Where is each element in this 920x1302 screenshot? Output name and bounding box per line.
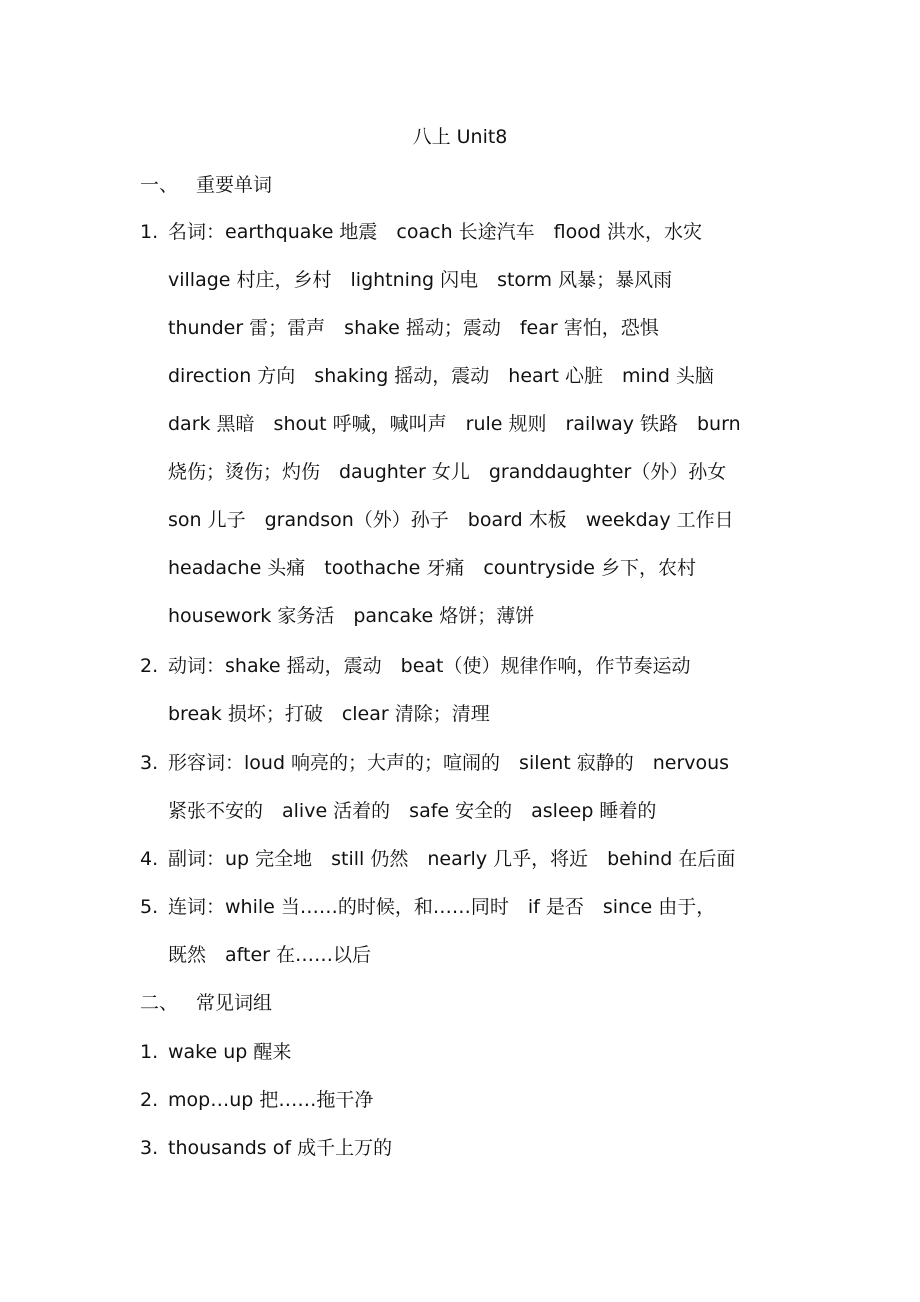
- list-item-phrase: [140, 1076, 800, 1124]
- list-item-adjectives: [140, 739, 800, 835]
- item-line: housework 家务活 pancake 烙饼；薄饼: [168, 605, 535, 627]
- item-line: 副词：up 完全地 still 仍然 nearly 几乎，将近 behind 在后面: [168, 848, 736, 870]
- item-line: 形容词：loud 响亮的；大声的；喧闹的 silent 寂静的 nervous: [168, 752, 730, 774]
- item-number: 3.: [140, 752, 159, 774]
- document-title: 八上 Unit8: [412, 126, 508, 148]
- item-number: 2.: [140, 1089, 159, 1111]
- item-line: thousands of 成千上万的: [168, 1137, 393, 1159]
- section-title: 常见词组: [196, 992, 273, 1014]
- section-number: 一、: [140, 174, 179, 196]
- item-line: 连词：while 当……的时候，和……同时 if 是否 since 由于，: [168, 896, 716, 918]
- item-line: wake up 醒来: [168, 1041, 292, 1063]
- list-item-conjunctions: [140, 883, 800, 979]
- item-line: village 村庄，乡村 lightning 闪电 storm 风暴；暴风雨: [168, 269, 673, 291]
- list-item-phrase: [140, 1028, 800, 1076]
- section-heading-important-words: [140, 170, 272, 200]
- item-line: break 损坏；打破 clear 清除；清理: [168, 703, 490, 725]
- item-line: thunder 雷；雷声 shake 摇动；震动 fear 害怕，恐惧: [168, 317, 659, 339]
- item-number: 3.: [140, 1137, 159, 1159]
- item-line: dark 黑暗 shout 呼喊，喊叫声 rule 规则 railway 铁路 burn: [168, 413, 741, 435]
- list-item-verbs: [140, 642, 800, 738]
- item-line: son 儿子 grandson（外）孙子 board 木板 weekday 工作日: [168, 509, 734, 531]
- item-number: 1.: [140, 221, 159, 243]
- list-item-adverbs: [140, 835, 800, 883]
- item-line: direction 方向 shaking 摇动，震动 heart 心脏 mind 头脑: [168, 365, 714, 387]
- section-title: 重要单词: [196, 174, 273, 196]
- section-heading-common-phrases: [140, 988, 272, 1018]
- item-line: headache 头痛 toothache 牙痛 countryside 乡下，农村: [168, 557, 696, 579]
- item-number: 1.: [140, 1041, 159, 1063]
- item-line: 名词：earthquake 地震 coach 长途汽车 flood 洪水，水灾: [168, 221, 702, 243]
- item-number: 2.: [140, 655, 159, 677]
- item-line: 烧伤；烫伤；灼伤 daughter 女儿 granddaughter（外）孙女: [168, 461, 727, 483]
- section-number: 二、: [140, 992, 179, 1014]
- item-number: 4.: [140, 848, 159, 870]
- item-number: 5.: [140, 896, 159, 918]
- item-line: 动词：shake 摇动，震动 beat（使）规律作响，作节奏运动: [168, 655, 691, 677]
- item-line: 紧张不安的 alive 活着的 safe 安全的 asleep 睡着的: [168, 800, 657, 822]
- item-line: 既然 after 在……以后: [168, 944, 371, 966]
- item-line: mop…up 把……拖干净: [168, 1089, 374, 1111]
- list-item-nouns: [140, 208, 800, 640]
- list-item-phrase: [140, 1124, 800, 1172]
